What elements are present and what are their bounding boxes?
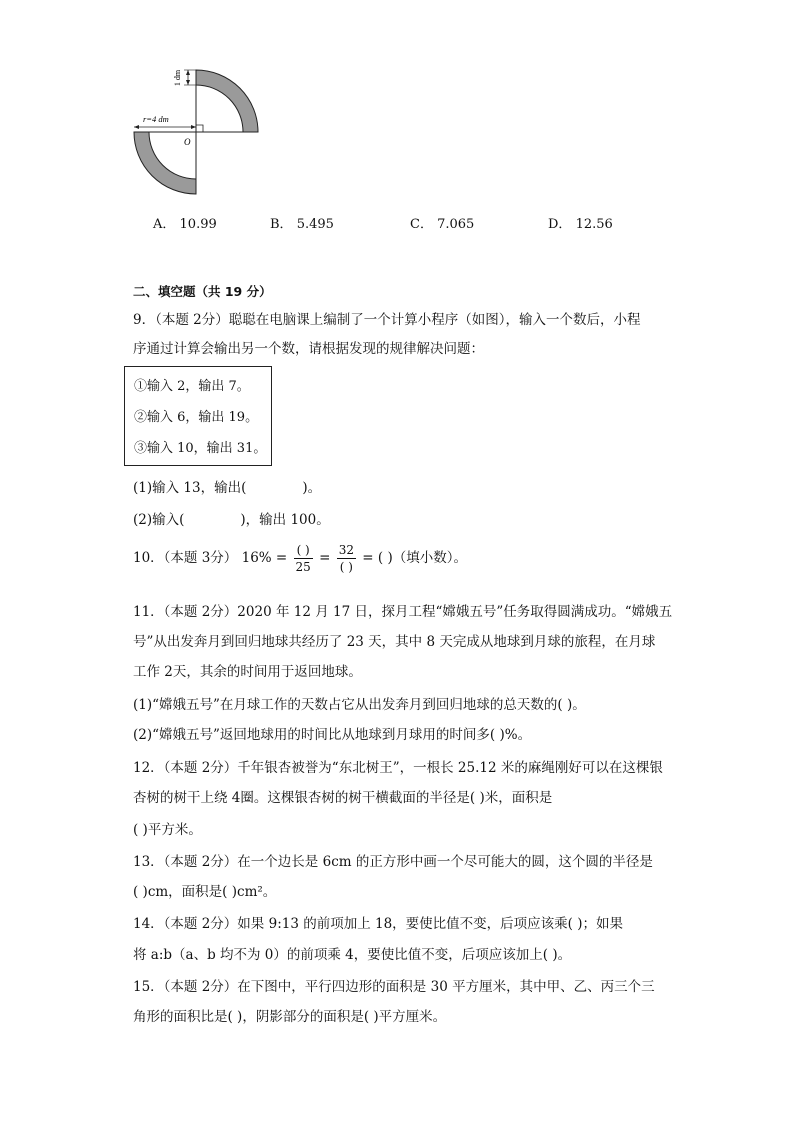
choice-b[interactable] [270,213,334,232]
choice-d-letter: D． [548,217,572,232]
q10-fraction-1 [294,542,313,575]
q9-sub2-prefix: (2)输入( [133,512,185,528]
choice-b-value: 5.495 [296,217,334,232]
q10-frac2-denominator[interactable]: ( ) [339,560,353,574]
height-arrow-bottom [186,80,190,85]
q12-line3: ( )平方米。 [133,822,202,838]
program-rules-box [124,366,272,466]
rule-item-1: ①输入 2，输出 7。 [134,379,250,394]
q10-prefix: 10．（本题 3分） 16% = [133,550,288,566]
choice-a[interactable] [153,213,217,232]
rule-item-3: ③输入 10，输出 31。 [134,441,267,456]
choice-b-letter: B． [270,217,293,232]
q10-line [133,542,467,575]
radius-arrow-left [134,125,139,129]
q10-frac1-denominator: 25 [295,560,311,574]
q9-sub1 [133,476,321,496]
q13-line1: 13．（本题 2分）在一个边长是 6cm 的正方形中画一个尽可能大的圆，这个圆的半径是 [133,854,653,870]
choice-d-value: 12.56 [575,217,613,232]
upper-ring-shape [196,70,258,132]
q13-line2: ( )cm，面积是( )cm²。 [133,884,277,900]
choice-a-letter: A． [153,217,176,232]
rule-item-2: ②输入 6，输出 19。 [134,410,259,425]
q14-line1: 14．（本题 2分）如果 9:13 的前项加上 18，要使比值不变，后项应该乘( )；如果 [133,916,624,932]
radius-label: r=4 dm [143,114,169,124]
q11-line3: 工作 2天，其余的时间用于返回地球。 [133,664,362,680]
q11-sub1: (1)“嫦娥五号”在月球工作的天数占它从出发奔月到回归地球的总天数的( )。 [133,697,586,713]
choice-a-value: 10.99 [179,217,217,232]
ring-figure-svg [128,58,268,206]
q10-equals: = [319,550,331,566]
q14-line2: 将 a:b（a、b 均不为 0）的前项乘 4，要使比值不变，后项应该加上( )。 [133,947,572,963]
choice-c-value: 7.065 [437,217,475,232]
q12-line2: 杏树的树干上绕 4圈。这棵银杏树的树干横截面的半径是( )米，面积是 [133,790,553,806]
semicircle-ring-figure [128,58,268,210]
choice-c-letter: C． [410,217,433,232]
q10-frac2-numerator: 32 [338,543,354,557]
q9-line2: 序通过计算会输出另一个数，请根据发现的规律解决问题： [133,341,484,357]
q12-line1: 12．（本题 2分）千年银杏被誉为“东北树王”，一根长 25.12 米的麻绳刚好可以在这棵银 [133,760,663,776]
height-arrow-top [186,70,190,75]
q9-sub1-suffix: )。 [302,480,322,496]
q10-frac1-numerator[interactable]: ( ) [294,542,313,559]
choice-d[interactable] [548,213,613,232]
radius-arrow-right [191,125,196,129]
q15-line1: 15．（本题 2分）在下图中，平行四边形的面积是 30 平方厘米，其中甲、乙、丙三个三 [133,979,655,995]
q9-line1: 9．（本题 2分）聪聪在电脑课上编制了一个计算小程序（如图），输入一个数后，小程 [133,312,641,328]
q9-sub2-suffix: )，输出 100。 [240,512,330,528]
q10-suffix: = ( )（填小数）。 [362,550,467,566]
q9-sub2 [133,508,330,528]
right-angle-mark [196,125,203,132]
q11-sub2: (2)“嫦娥五号”返回地球用的时间比从地球到月球用的时间多( )%。 [133,727,532,743]
choice-c[interactable] [410,213,474,232]
q9-sub1-prefix: (1)输入 13，输出( [133,480,247,496]
q10-fraction-2 [337,542,356,575]
origin-label: O [184,137,191,147]
height-label: 1 dm [173,69,182,87]
q11-line2: 号”从出发奔月到回归地球共经历了 23 天，其中 8 天完成从地球到月球的旅程，在月球 [133,634,656,650]
section-title: 二、填空题（共 19 分） [133,284,272,299]
q11-line1: 11．（本题 2分）2020 年 12 月 17 日，探月工程“嫦娥五号”任务取得圆满成功。“嫦娥五 [133,604,673,620]
q15-line2: 角形的面积比是( )，阴影部分的面积是( )平方厘米。 [133,1009,447,1025]
